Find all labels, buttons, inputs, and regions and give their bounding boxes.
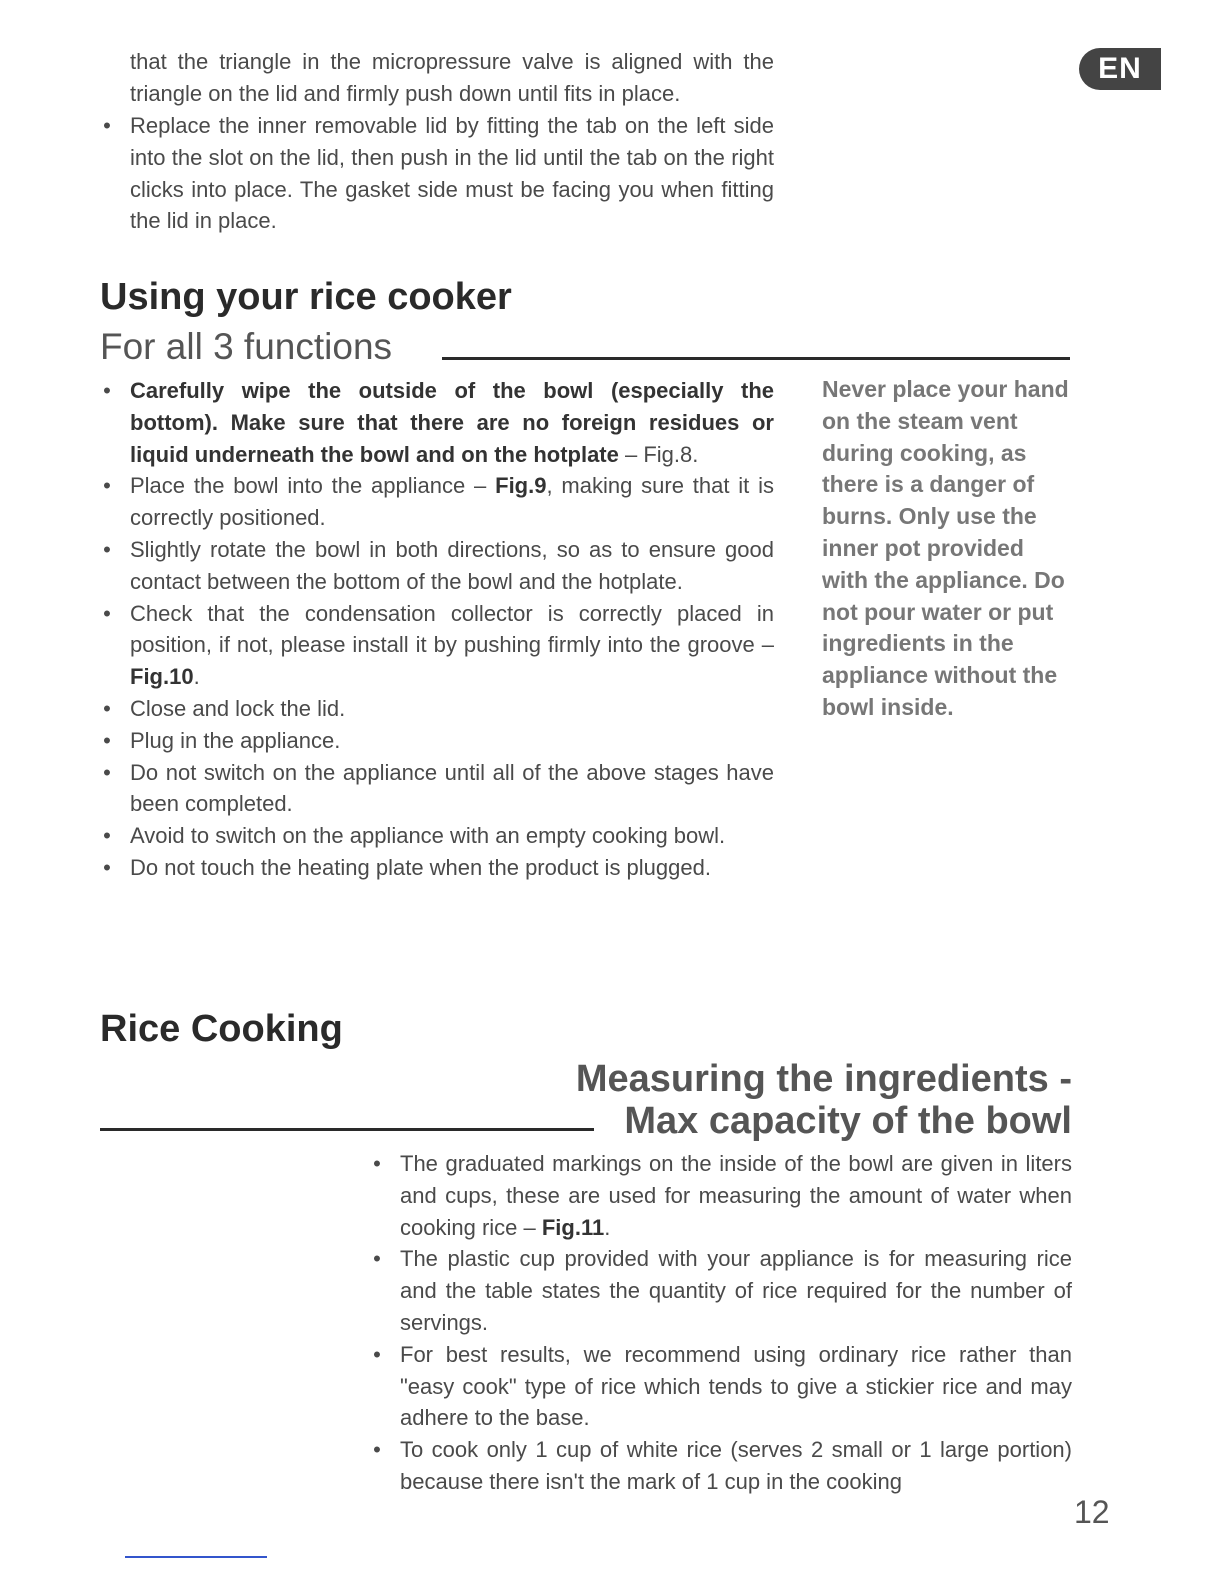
- intro-list: [100, 110, 774, 237]
- list-item: • Close and lock the lid.: [103, 695, 346, 721]
- list-item: • Plug in the appliance.: [103, 727, 341, 753]
- list-item: • Do not touch the heating plate when the product is plugged.: [103, 854, 711, 880]
- functions-list: [100, 375, 774, 884]
- safety-warning-note: Never place your hand on the steam vent during cooking, as there is a danger of burns. Only use the inner pot provided with the appliance. Do not pour water or put ingredients in the appliance without the bowl inside.: [822, 376, 1069, 720]
- list-item: • Avoid to switch on the appliance with an empty cooking bowl.: [103, 823, 726, 849]
- language-badge: EN: [1079, 48, 1161, 90]
- list-item: • The graduated markings on the inside of the bowl are given in liters and cups, these are used for measuring the amount of water when cooking rice – Fig.11.: [373, 1151, 1072, 1240]
- list-item: • Slightly rotate the bowl in both directions, so as to ensure good contact between the bottom of the bowl and the hotplate.: [103, 536, 774, 594]
- section-title-using: Using your rice cooker: [100, 276, 512, 318]
- page-number: 12: [1074, 1494, 1110, 1530]
- list-item: • Do not switch on the appliance until all of the above stages have been completed.: [103, 759, 774, 817]
- footer-link-line: [125, 1556, 267, 1558]
- bullet-icon: •: [103, 113, 111, 138]
- list-item: • Replace the inner removable lid by fitting the tab on the left side into the slot on the lid, then push in the lid until the tab on the right clicks into place. The gasket side must be facing you when fitting the lid in place.: [100, 110, 774, 237]
- measuring-list: [370, 1148, 1072, 1498]
- list-item: • To cook only 1 cup of white rice (serves 2 small or 1 large portion) because there isn't the mark of 1 cup in the cooking: [373, 1437, 1072, 1494]
- section-subtitle-row: [100, 326, 1070, 370]
- subtitle-rule: [100, 1128, 594, 1131]
- section-subtitle-measuring: Measuring the ingredients - Max capacity of the bowl: [575, 1058, 1072, 1142]
- subtitle-rule: [442, 357, 1070, 360]
- list-item: • Carefully wipe the outside of the bowl (especially the bottom). Make sure that there are no foreign residues or liquid underneath the bowl and on the hotplate – Fig.8.: [103, 378, 774, 467]
- list-item: • The plastic cup provided with your appliance is for measuring rice and the table states the quantity of rice required for the number of servings.: [373, 1246, 1072, 1335]
- intro-continuation: that the triangle in the micropressure valve is aligned with the triangle on the lid and firmly push down until fits in place.: [130, 49, 774, 106]
- section-title-rice-cooking: Rice Cooking: [100, 1008, 343, 1050]
- list-item: • Check that the condensation collector is correctly placed in position, if not, please install it by pushing firmly into the groove – Fig.10.: [103, 600, 774, 690]
- section-subtitle-functions: For all 3 functions: [100, 326, 393, 367]
- list-item: • For best results, we recommend using ordinary rice rather than "easy cook" type of rice which tends to give a stickier rice and may adhere to the base.: [373, 1341, 1072, 1431]
- list-item: • Place the bowl into the appliance – Fig.9, making sure that it is correctly positioned.: [103, 473, 775, 531]
